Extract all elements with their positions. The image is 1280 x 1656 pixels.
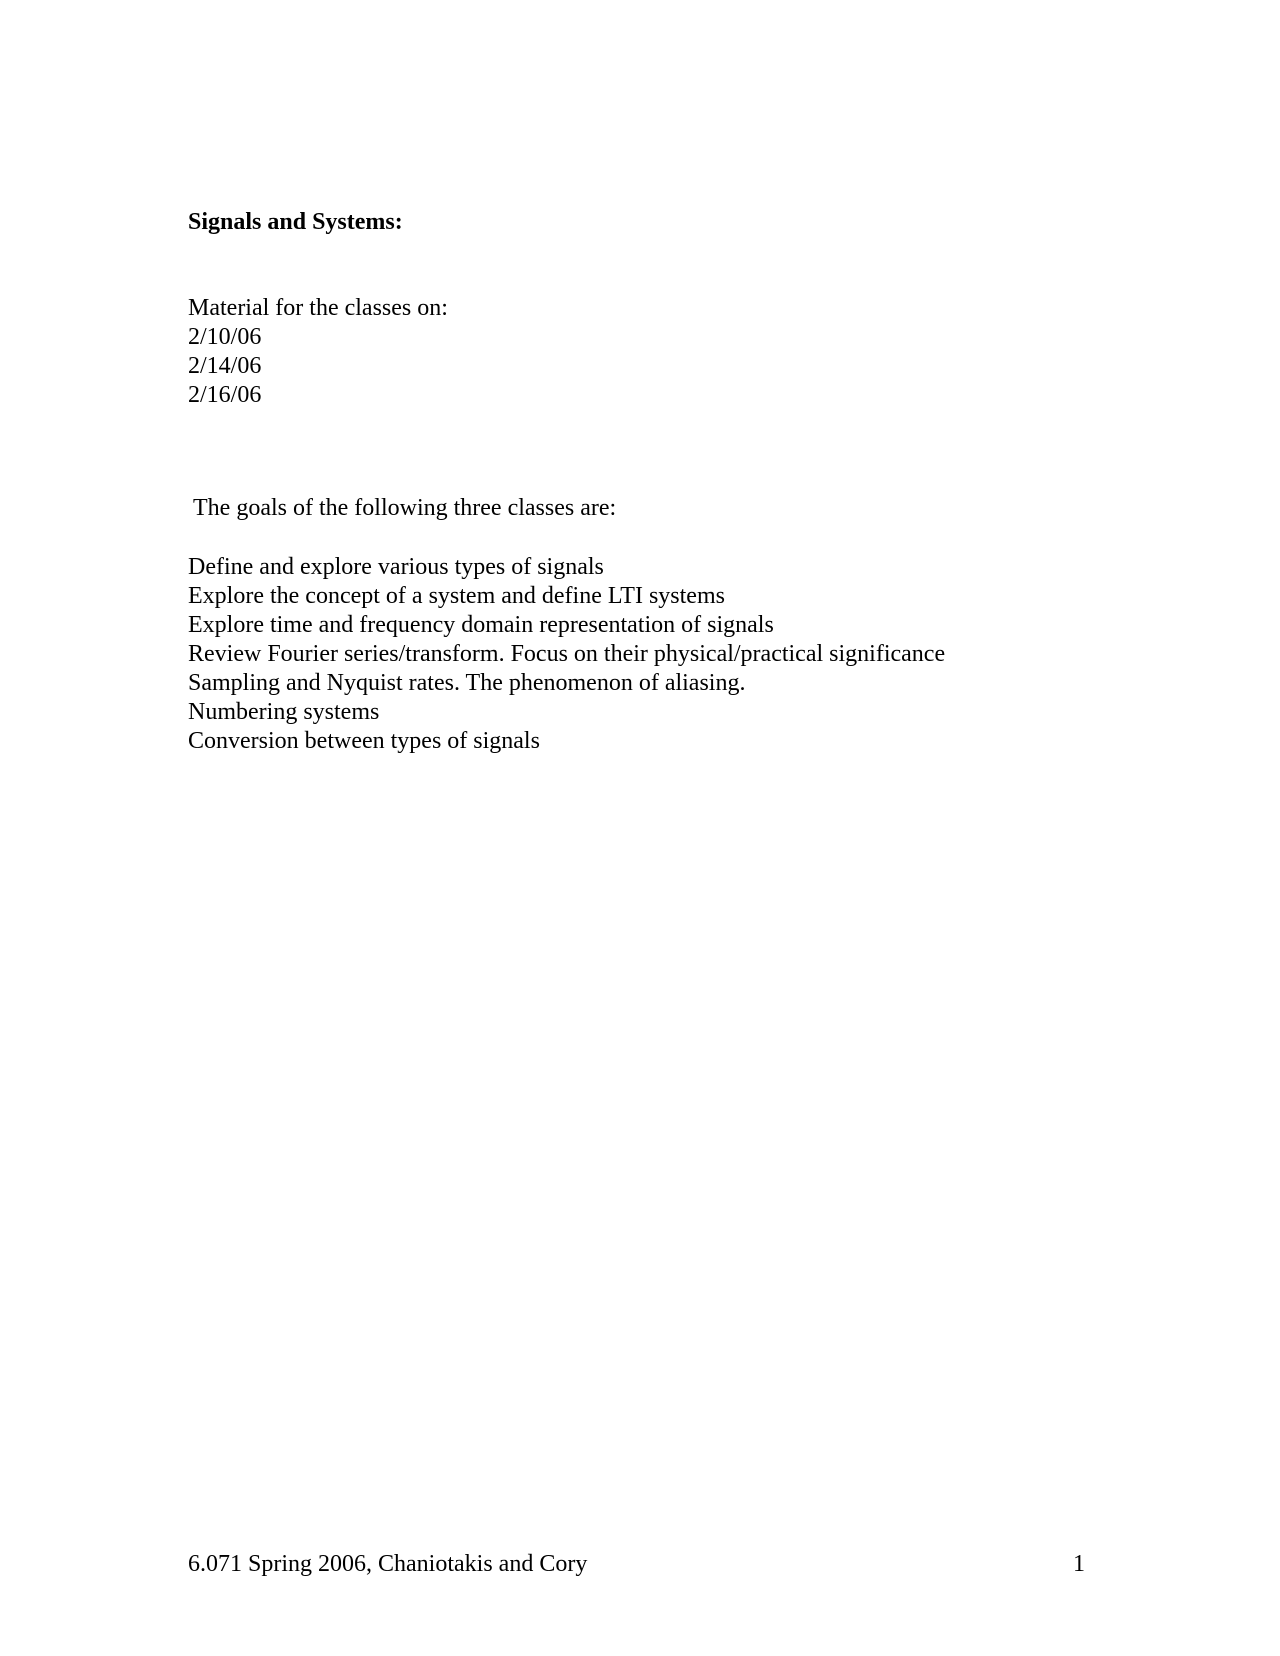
date-item: 2/16/06 <box>188 382 262 408</box>
intro-label: Material for the classes on: <box>188 295 448 321</box>
goal-item: Conversion between types of signals <box>188 728 540 754</box>
goal-item: Define and explore various types of signals <box>188 554 604 580</box>
footer-page-number: 1 <box>1073 1551 1085 1577</box>
goal-item: Review Fourier series/transform. Focus on their physical/practical significance <box>188 641 946 667</box>
goal-item: Numbering systems <box>188 699 380 725</box>
page-title: Signals and Systems: <box>188 209 403 235</box>
date-item: 2/10/06 <box>188 324 262 350</box>
class-dates-section <box>188 294 448 410</box>
goals-heading: The goals of the following three classes are: <box>193 495 617 521</box>
date-item: 2/14/06 <box>188 353 262 379</box>
goal-item: Sampling and Nyquist rates. The phenomenon of aliasing. <box>188 670 746 696</box>
goal-item: Explore time and frequency domain representation of signals <box>188 612 774 638</box>
goals-list <box>188 553 945 756</box>
footer-course-info: 6.071 Spring 2006, Chaniotakis and Cory <box>188 1551 588 1577</box>
goal-item: Explore the concept of a system and define LTI systems <box>188 583 725 609</box>
